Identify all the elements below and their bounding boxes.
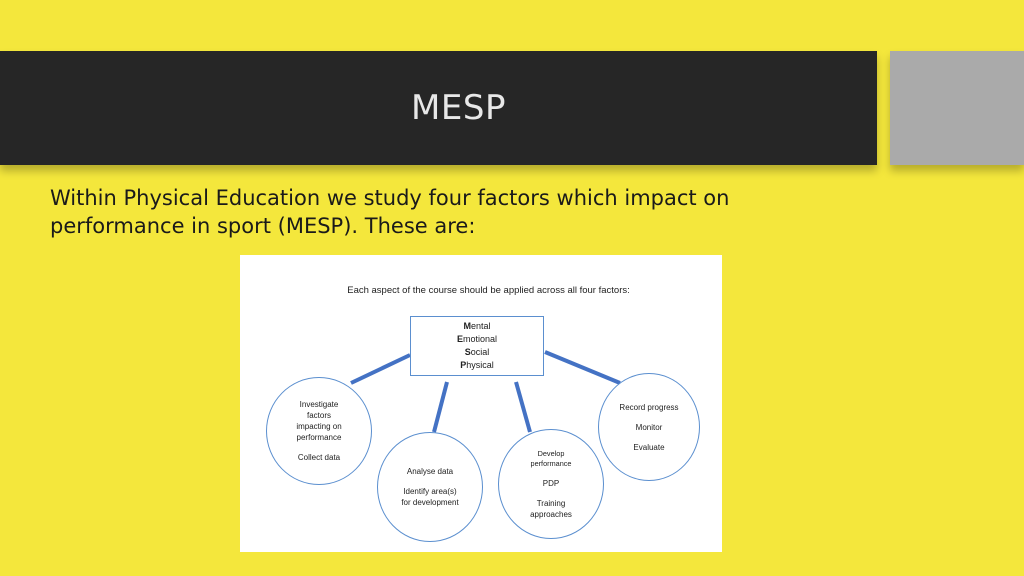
connector-investigate — [351, 355, 410, 383]
circle-record: Record progress Monitor Evaluate — [598, 373, 700, 481]
circle-investigate: Investigate factors impacting on performance Collect data — [266, 377, 372, 485]
slide-title: MESP — [411, 88, 506, 128]
connector-record — [545, 352, 620, 383]
mesp-box — [410, 316, 544, 376]
diagram-caption: Each aspect of the course should be applied across all four factors: — [347, 285, 630, 296]
circle-analyse: Analyse data Identify area(s) for development — [377, 432, 483, 542]
title-bar — [0, 51, 877, 165]
mesp-diagram — [240, 255, 722, 552]
factor-mental: Mental — [463, 321, 491, 331]
factor-social: Social — [464, 347, 490, 357]
intro-text: Within Physical Education we study four factors which impact on performance in sport (MESP). These are: — [50, 186, 730, 238]
connector-develop — [516, 382, 530, 432]
factor-physical: Physical — [460, 360, 494, 370]
circle-develop: Develop performance PDP Training approaches — [498, 429, 604, 539]
factor-emotional: Emotional — [456, 334, 498, 344]
decorative-side-block — [890, 51, 1024, 165]
connector-analyse — [434, 382, 447, 432]
